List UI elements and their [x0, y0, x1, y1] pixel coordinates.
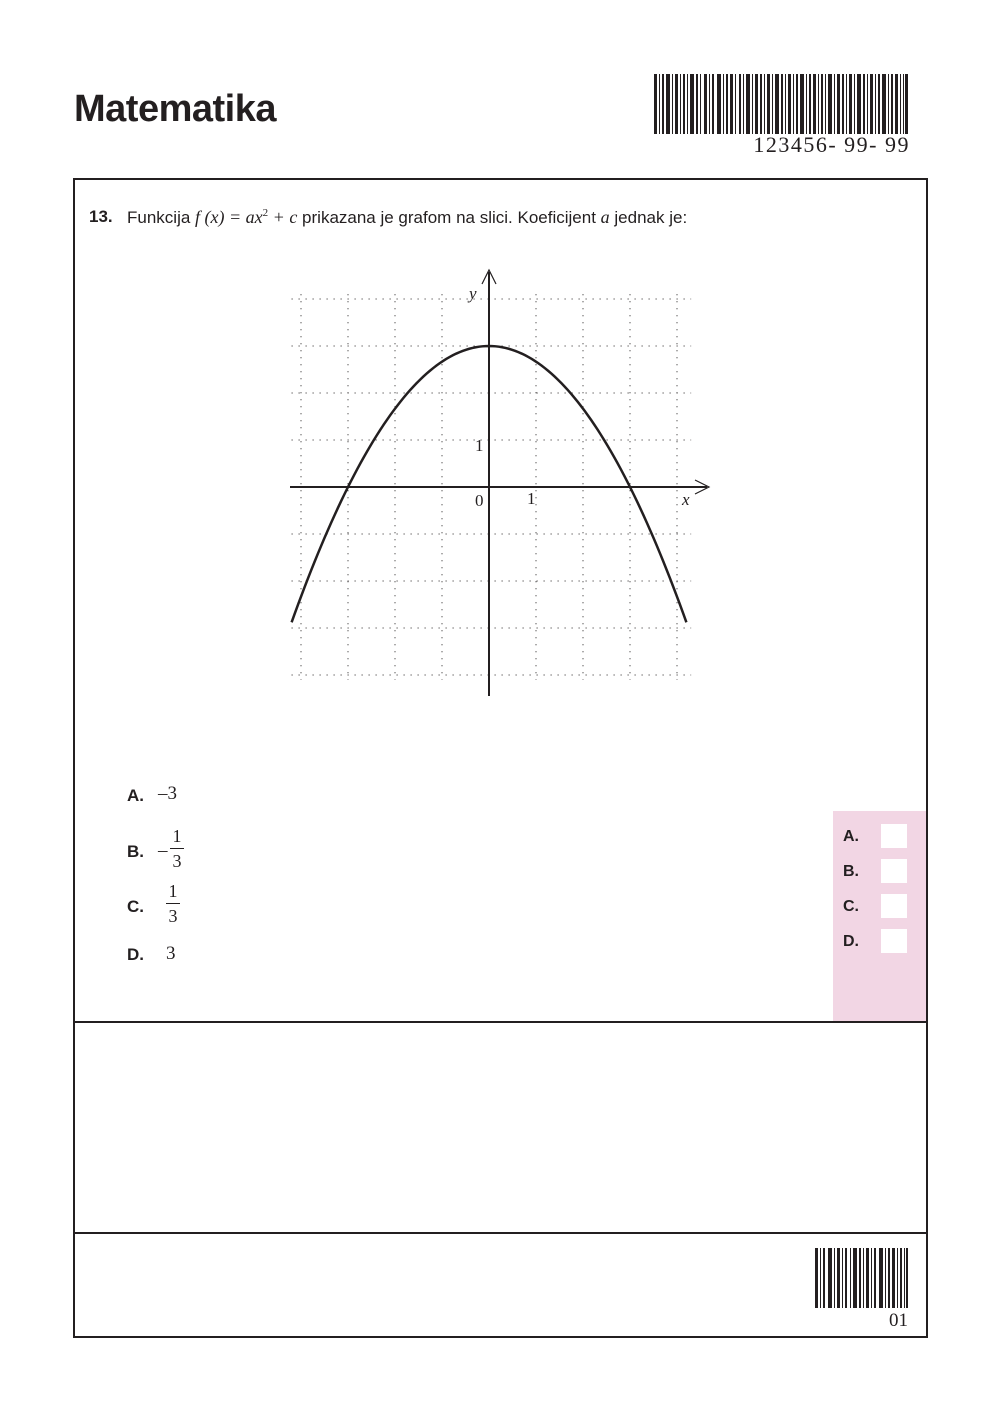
formula-exponent: 2 — [262, 207, 269, 219]
answer-label-b: B. — [843, 863, 859, 880]
formula-fx: f (x) = ax — [195, 207, 263, 227]
answer-box-c[interactable] — [881, 894, 907, 918]
y-tick-label-1: 1 — [475, 436, 484, 455]
x-axis-label: x — [682, 490, 690, 509]
question-text-end: jednak je: — [614, 208, 688, 227]
question-text — [127, 207, 687, 228]
formula — [195, 207, 297, 227]
option-c-denominator: 3 — [168, 906, 178, 926]
page-number: 01 — [889, 1310, 908, 1331]
option-b-denominator: 3 — [172, 851, 182, 871]
answer-label-a: A. — [843, 828, 859, 845]
option-d-value: 3 — [166, 943, 176, 964]
parabola-graph — [285, 268, 715, 700]
graph-axes — [290, 270, 709, 696]
option-b-minus: – — [158, 840, 168, 861]
option-c-numerator: 1 — [168, 881, 178, 901]
y-axis-label: y — [469, 284, 477, 303]
question-text-start: Funkcija — [127, 208, 191, 227]
answer-label-d: D. — [843, 933, 859, 950]
question-number: 13. — [89, 207, 113, 226]
option-c-fraction — [166, 881, 180, 926]
barcode-top — [654, 74, 908, 134]
work-area-frame — [73, 1021, 928, 1234]
option-d-letter: D. — [127, 945, 144, 964]
footer-frame — [73, 1232, 928, 1338]
x-tick-label-1: 1 — [527, 489, 536, 508]
fraction-bar — [170, 848, 184, 849]
option-c-letter: C. — [127, 897, 144, 916]
answer-box-d[interactable] — [881, 929, 907, 953]
origin-label: 0 — [475, 491, 484, 510]
answer-box-a[interactable] — [881, 824, 907, 848]
page-title: Matematika — [74, 88, 276, 130]
barcode-bottom — [815, 1248, 908, 1308]
coefficient-a: a — [600, 207, 610, 227]
question-text-middle: prikazana je grafom na slici. Koeficijent — [302, 208, 596, 227]
option-b-fraction — [170, 826, 184, 871]
option-b-numerator: 1 — [172, 826, 182, 846]
answer-box-b[interactable] — [881, 859, 907, 883]
answer-label-c: C. — [843, 898, 859, 915]
formula-tail: + c — [268, 207, 298, 227]
fraction-bar — [166, 903, 180, 904]
option-b-letter: B. — [127, 842, 144, 861]
barcode-number: 123456- 99- 99 — [753, 132, 910, 157]
option-a-value: –3 — [158, 783, 177, 804]
option-a-letter: A. — [127, 786, 144, 805]
